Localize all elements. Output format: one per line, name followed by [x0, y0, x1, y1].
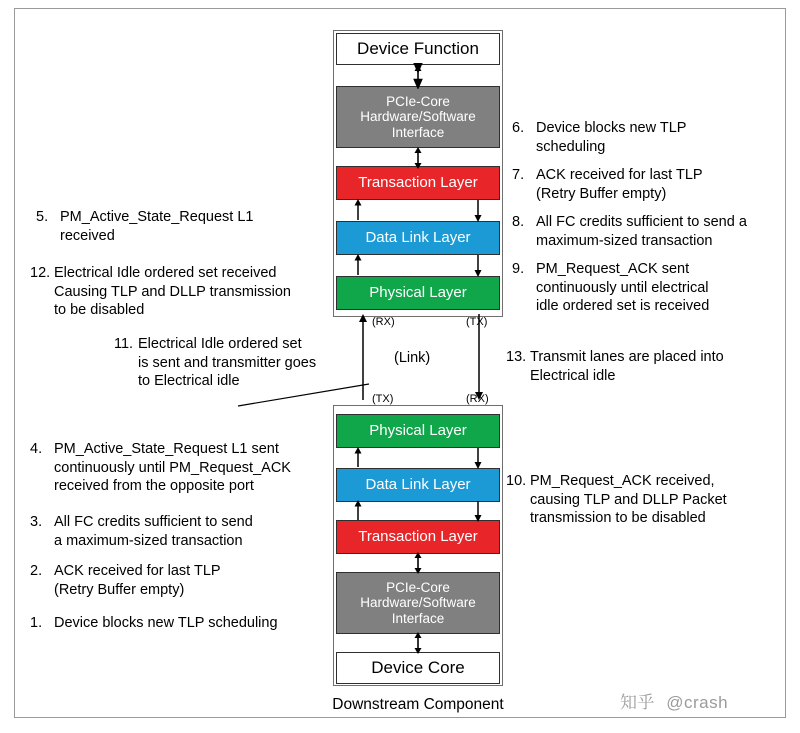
- note-step-7: [512, 166, 777, 203]
- note-step-12: [30, 264, 330, 320]
- layer-label: Transaction Layer: [358, 174, 478, 192]
- note-number: 8.: [512, 214, 525, 230]
- layer-label-line1: PCIe-Core: [386, 93, 450, 109]
- arrow-transaction-core-bottom: [405, 551, 431, 575]
- note-line: PM_Request_ACK sent: [536, 261, 690, 277]
- layer-device-core: [336, 652, 500, 684]
- note-line: received: [60, 227, 115, 244]
- note-number: 1.: [30, 615, 43, 631]
- layer-data-link-top: [336, 221, 500, 255]
- note-line: transmission to be disabled: [530, 510, 706, 527]
- note-line: Electrical Idle ordered set: [138, 336, 302, 352]
- note-step-13: [506, 348, 776, 385]
- note-line: continuously until PM_Request_ACK: [54, 459, 291, 476]
- watermark-handle: @crash: [666, 693, 729, 712]
- note-line: to Electrical idle: [138, 373, 240, 390]
- note-line: idle ordered set is received: [536, 298, 710, 315]
- layer-pcie-core-top: [336, 86, 500, 148]
- note-number: 9.: [512, 261, 525, 277]
- note-line: Electrical idle: [530, 367, 616, 384]
- layer-transaction-top: [336, 166, 500, 200]
- layer-device-function: [336, 33, 500, 65]
- note-body: [536, 119, 777, 156]
- note-line: Device blocks new TLP scheduling: [54, 615, 278, 631]
- note-step-6: [512, 119, 777, 156]
- note-step-2: [30, 562, 330, 599]
- layer-label: Transaction Layer: [358, 528, 478, 546]
- port-label-tx-top: (TX): [466, 316, 488, 328]
- note-step-4: [30, 440, 330, 496]
- layer-label-line3: Interface: [391, 610, 445, 626]
- layer-label: Data Link Layer: [365, 229, 471, 247]
- note-line: All FC credits sufficient to send: [54, 514, 253, 530]
- note-number: 7.: [512, 167, 525, 183]
- note-number: 13.: [506, 349, 527, 365]
- note-step-10: [506, 472, 776, 528]
- note-line: Transmit lanes are placed into: [530, 349, 724, 365]
- note-step-8: [512, 213, 784, 250]
- arrow-device-function-to-core: [405, 63, 431, 89]
- layer-pcie-core-bottom: [336, 572, 500, 634]
- layer-label-line2: Hardware/Software: [360, 109, 476, 125]
- note-line: Electrical Idle ordered set received: [54, 265, 277, 281]
- arrow-core-to-transaction-top: [405, 146, 431, 170]
- layer-label: Physical Layer: [369, 422, 467, 440]
- note-body: [536, 260, 777, 316]
- note-body: [54, 264, 330, 320]
- note-line: (Retry Buffer empty): [536, 185, 667, 202]
- layer-label-line2: Hardware/Software: [360, 595, 476, 611]
- layer-data-link-bottom: [336, 468, 500, 502]
- note-line: (Retry Buffer empty): [54, 581, 185, 598]
- watermark: [620, 688, 728, 713]
- note-line: maximum-sized transaction: [536, 232, 713, 249]
- layer-physical-top: [336, 276, 500, 310]
- note-number: 10.: [506, 473, 527, 489]
- layer-physical-bottom: [336, 414, 500, 448]
- note-number: 5.: [36, 209, 49, 225]
- arrow-transaction-datalink-top: [352, 198, 484, 223]
- note-body: [536, 166, 777, 203]
- port-label-rx-bottom: (RX): [466, 393, 489, 405]
- note-line: Causing TLP and DLLP transmission: [54, 283, 291, 300]
- leader-line-step-11: [236, 382, 371, 408]
- layer-label-line3: Interface: [391, 124, 445, 140]
- note-line: PM_Request_ACK received,: [530, 473, 715, 489]
- note-step-3: [30, 513, 330, 550]
- note-number: 3.: [30, 514, 43, 530]
- note-step-5: [36, 208, 316, 245]
- note-line: Device blocks new TLP: [536, 120, 687, 136]
- note-number: 4.: [30, 441, 43, 457]
- link-label: (Link): [394, 350, 431, 366]
- note-body: [54, 440, 330, 496]
- note-line: scheduling: [536, 138, 606, 155]
- port-label-rx-top: (RX): [372, 316, 395, 328]
- layer-label: Physical Layer: [369, 284, 467, 302]
- layer-label: Device Function: [357, 39, 479, 59]
- arrow-datalink-transaction-bottom: [352, 499, 484, 523]
- arrow-core-device-core: [405, 631, 431, 655]
- note-number: 2.: [30, 563, 43, 579]
- layer-label: Device Core: [371, 658, 465, 678]
- note-body: [530, 472, 776, 528]
- note-body: [60, 208, 316, 245]
- note-body: [54, 614, 330, 633]
- note-line: a maximum-sized transaction: [54, 532, 243, 549]
- arrow-physical-datalink-bottom: [352, 446, 484, 470]
- note-body: [536, 213, 784, 250]
- diagram-caption: Downstream Component: [332, 696, 504, 713]
- note-number: 12.: [30, 265, 51, 281]
- note-step-1: [30, 614, 330, 633]
- note-body: [54, 513, 330, 550]
- note-number: 11.: [114, 336, 134, 352]
- note-body: [530, 348, 776, 385]
- note-line: ACK received for last TLP: [536, 167, 703, 183]
- layer-transaction-bottom: [336, 520, 500, 554]
- watermark-logo: 知乎: [620, 693, 655, 713]
- layer-label: Data Link Layer: [365, 476, 471, 494]
- note-step-9: [512, 260, 777, 316]
- note-line: received from the opposite port: [54, 478, 254, 495]
- note-line: is sent and transmitter goes: [138, 354, 317, 371]
- note-line: to be disabled: [54, 302, 145, 319]
- note-line: PM_Active_State_Request L1 sent: [54, 441, 279, 457]
- layer-label-line1: PCIe-Core: [386, 579, 450, 595]
- note-body: [54, 562, 330, 599]
- note-line: causing TLP and DLLP Packet: [530, 491, 727, 508]
- note-number: 6.: [512, 120, 525, 136]
- note-line: continuously until electrical: [536, 279, 709, 296]
- note-line: All FC credits sufficient to send a: [536, 214, 747, 230]
- port-label-tx-bottom: (TX): [372, 393, 394, 405]
- arrow-datalink-physical-top: [352, 253, 484, 278]
- note-line: PM_Active_State_Request L1: [60, 209, 254, 225]
- note-line: ACK received for last TLP: [54, 563, 221, 579]
